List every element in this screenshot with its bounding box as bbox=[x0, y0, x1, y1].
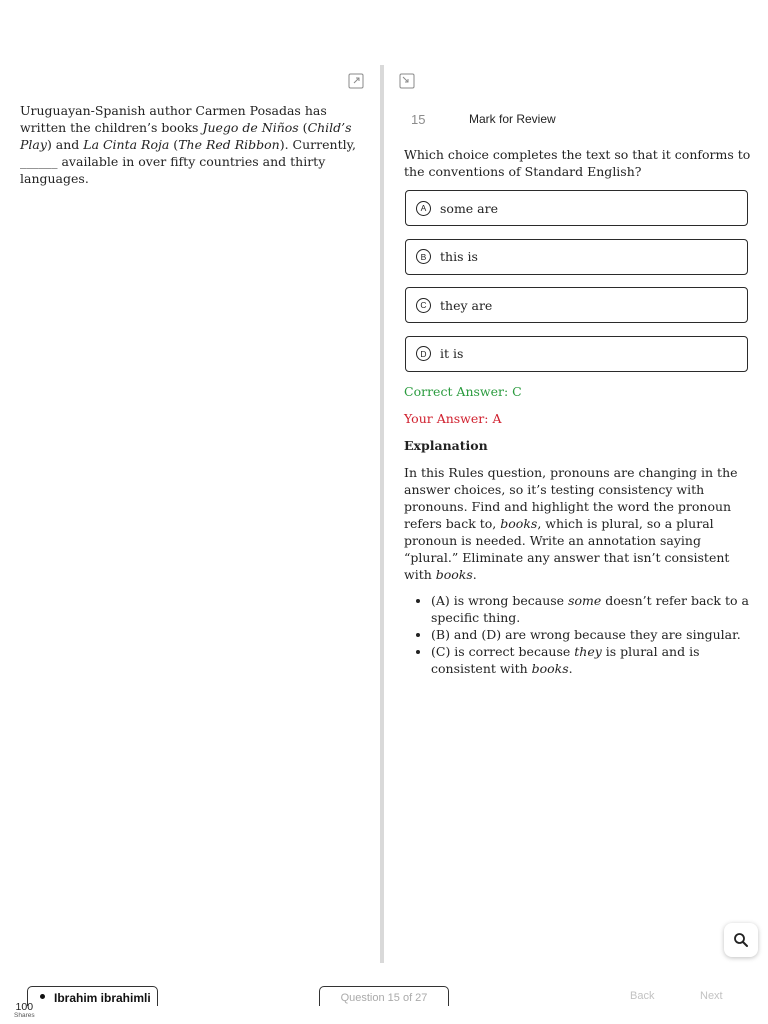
book-title: The Red Ribbon bbox=[178, 137, 280, 152]
shares-count: 100 bbox=[15, 1001, 34, 1013]
question-nav-label: Question 15 of 27 bbox=[340, 992, 428, 1004]
choice-text: this is bbox=[440, 249, 478, 264]
next-button[interactable]: Next bbox=[700, 990, 723, 1002]
list-item: • (C) is correct because they is plural and is consistent with books. bbox=[431, 643, 752, 677]
search-icon bbox=[733, 932, 749, 948]
correct-answer: Correct Answer: C bbox=[404, 384, 522, 399]
shares-label: Shares bbox=[14, 1011, 35, 1019]
answer-choices bbox=[405, 190, 748, 384]
pane-divider[interactable] bbox=[380, 65, 384, 963]
question-pane bbox=[386, 64, 768, 964]
question-header bbox=[404, 108, 556, 130]
list-item: • (B) and (D) are wrong because they are singular. bbox=[431, 626, 752, 643]
collapse-icon[interactable] bbox=[398, 72, 416, 90]
choice-c[interactable] bbox=[405, 287, 748, 323]
explanation-paragraph: In this Rules question, pronouns are changing in the answer choices, so it’s testing consistency with pronouns. Find and highlight the word the pronoun refers back to, books, which is plural, so a plural pronoun is needed. Write an annotation saying “plural.” Eliminate any answer that isn’t consistent with books. bbox=[404, 465, 738, 582]
question-number: 15 bbox=[411, 111, 426, 127]
explanation-list bbox=[404, 592, 752, 677]
user-icon bbox=[40, 994, 45, 999]
explanation-title: Explanation bbox=[404, 438, 488, 453]
footer-clip bbox=[0, 1006, 768, 1024]
question-prompt: Which choice completes the text so that it conforms to the conventions of Standard English? bbox=[404, 147, 751, 179]
choice-text: it is bbox=[440, 346, 464, 361]
choice-b[interactable] bbox=[405, 239, 748, 275]
mark-for-review-button[interactable]: Mark for Review bbox=[469, 112, 556, 126]
book-title: Juego de Niños bbox=[202, 120, 299, 135]
explanation-body bbox=[404, 464, 752, 677]
your-answer: Your Answer: A bbox=[404, 411, 502, 426]
passage-text: Uruguayan-Spanish author Carmen Posadas has written the children’s books Juego de Niños (Child’s Play) and La Cinta Roja (The Red Ribbon). Currently, ______ available in over fifty countries and thirty languages. bbox=[20, 103, 356, 186]
choice-d[interactable] bbox=[405, 336, 748, 372]
choice-letter: B bbox=[416, 249, 431, 264]
choice-letter: A bbox=[416, 201, 431, 216]
book-title: La Cinta Roja bbox=[83, 137, 170, 152]
shares-counter bbox=[14, 1002, 35, 1019]
choice-text: some are bbox=[440, 200, 498, 216]
expand-icon-glyph bbox=[348, 73, 364, 89]
passage-pane bbox=[0, 64, 380, 964]
choice-letter: C bbox=[416, 298, 431, 313]
user-name: Ibrahim ibrahimli bbox=[54, 991, 151, 1005]
book-title: Child’s Play bbox=[20, 120, 352, 152]
choice-a[interactable] bbox=[405, 190, 748, 226]
list-item: • (A) is wrong because some doesn’t refer back to a specific thing. bbox=[431, 592, 752, 626]
collapse-icon-glyph bbox=[399, 73, 415, 89]
choice-letter: D bbox=[416, 346, 431, 361]
back-button[interactable]: Back bbox=[630, 990, 655, 1002]
expand-icon[interactable] bbox=[347, 72, 365, 90]
choice-text: they are bbox=[440, 297, 493, 313]
search-button[interactable] bbox=[724, 923, 758, 957]
